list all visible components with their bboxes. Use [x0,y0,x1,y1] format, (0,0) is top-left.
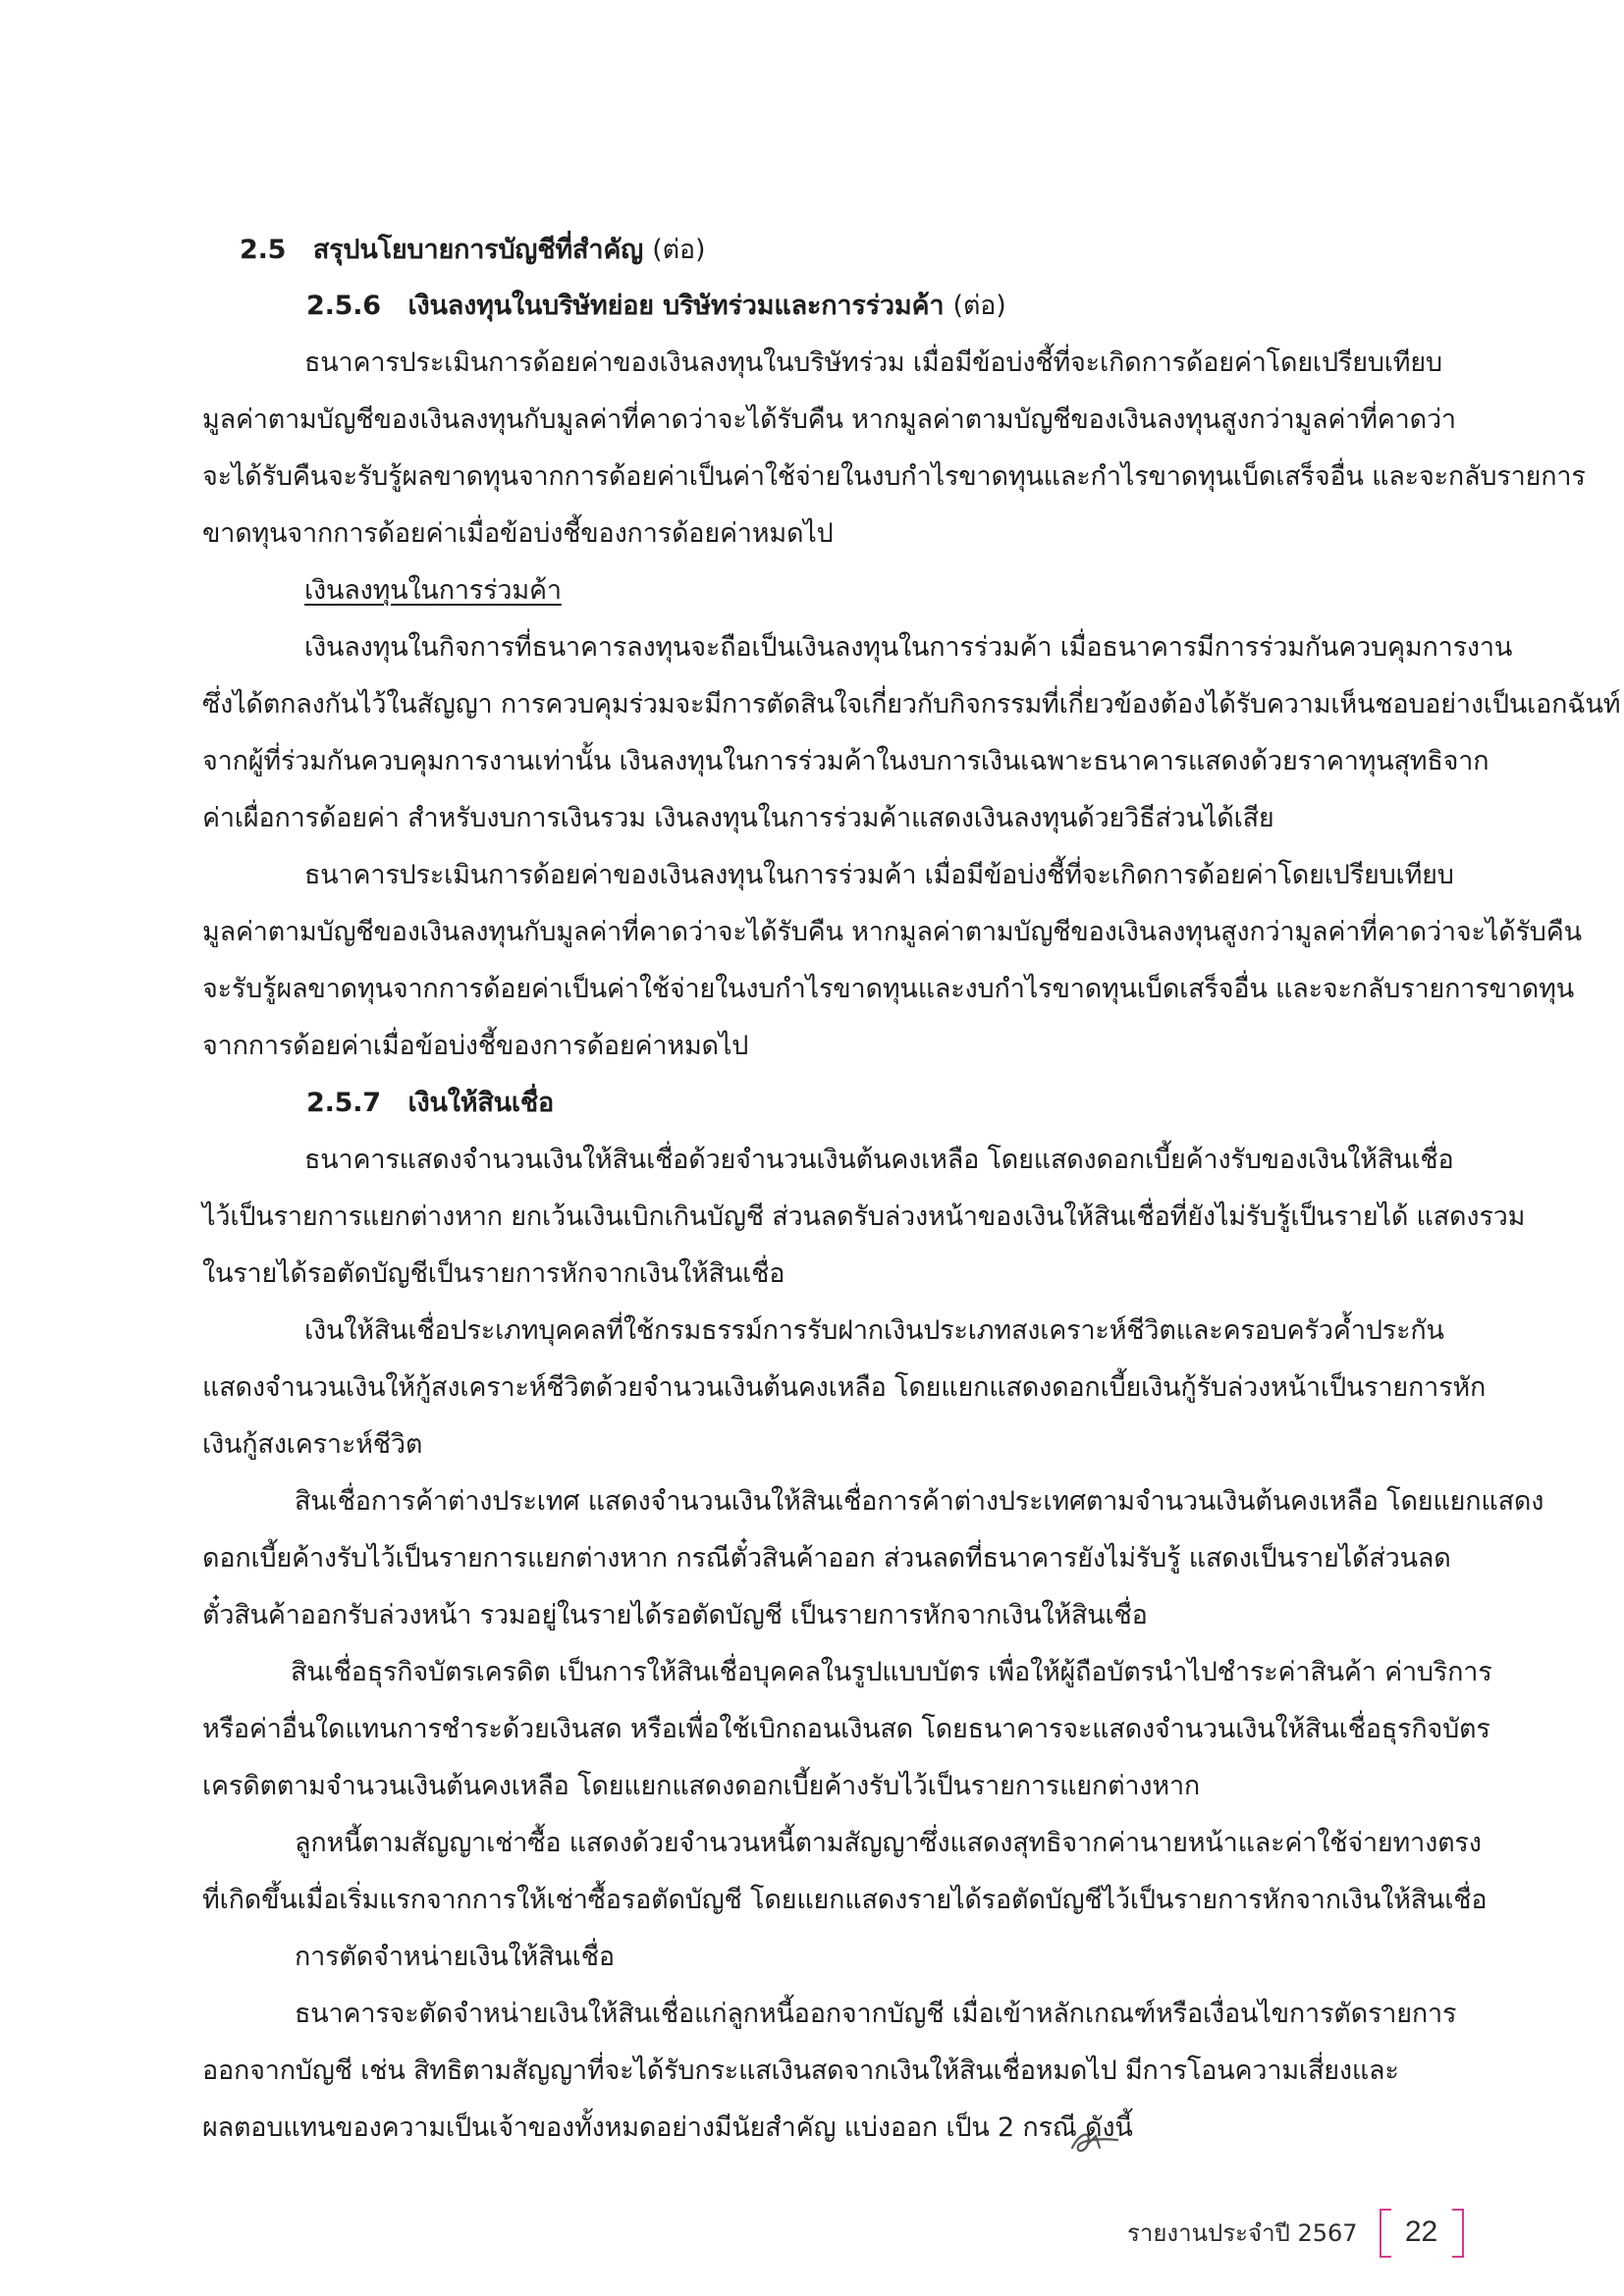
subsection-number: 2.5.7 [306,1088,381,1118]
paragraph-line: ธนาคารประเมินการด้อยค่าของเงินลงทุนในบริษัทร่วม เมื่อมีข้อบ่งชี้ที่จะเกิดการด้อยค่าโดยเปรียบเทียบ [304,347,1442,378]
page-number: 22 [1404,2216,1438,2248]
paragraph-line: ออกจากบัญชี เช่น สิทธิตามสัญญาที่จะได้รับกระแสเงินสดจากเงินให้สินเชื่อหมดไป มีการโอนความเสี่ยงและ [202,2056,1399,2086]
page-footer [1127,2209,1464,2256]
paragraph-line: หรือค่าอื่นใดแทนการชำระด้วยเงินสด หรือเพื่อใช้เบิกถอนเงินสด โดยธนาคารจะแสดงจำนวนเงินให้สินเชื่อธุรกิจบัตร [202,1714,1490,1744]
subsection-title: เงินลงทุนในบริษัทย่อย บริษัทร่วมและการร่วมค้า [407,291,945,321]
paragraph-line: สินเชื่อการค้าต่างประเทศ แสดงจำนวนเงินให้สินเชื่อการค้าต่างประเทศตามจำนวนเงินต้นคงเหลือ โดยแยกแสดง [295,1486,1544,1517]
paragraph-line: จะได้รับคืนจะรับรู้ผลขาดทุนจากการด้อยค่าเป็นค่าใช้จ่ายในงบกำไรขาดทุนและกำไรขาดทุนเบ็ดเสร็จอื่น และจะกลับรายการ [202,461,1586,492]
paragraph-line: เครดิตตามจำนวนเงินต้นคงเหลือ โดยแยกแสดงดอกเบี้ยค้างรับไว้เป็นรายการแยกต่างหาก [202,1771,1201,1801]
paragraph-line: เงินกู้สงเคราะห์ชีวิต [202,1429,423,1460]
annual-report-label: รายงานประจำปี 2567 [1127,2218,1358,2247]
paragraph-line: ที่เกิดขึ้นเมื่อเริ่มแรกจากการให้เช่าซื้อรอตัดบัญชี โดยแยกแสดงรายได้รอตัดบัญชีไว้เป็นรายการหักจากเงินให้สินเชื่อ [202,1885,1488,1915]
paragraph-line: มูลค่าตามบัญชีของเงินลงทุนกับมูลค่าที่คาดว่าจะได้รับคืน หากมูลค่าตามบัญชีของเงินลงทุนสูงกว่ามูลค่าที่คาดว่า [202,404,1456,435]
paragraph-line: ธนาคารจะตัดจำหน่ายเงินให้สินเชื่อแก่ลูกหนี้ออกจากบัญชี เมื่อเข้าหลักเกณฑ์หรือเงื่อนไขการตัดรายการ [295,1999,1457,2029]
subsection-heading-2-5-6 [306,289,1006,324]
paragraph-line: ธนาคารแสดงจำนวนเงินให้สินเชื่อด้วยจำนวนเงินต้นคงเหลือ โดยแสดงดอกเบี้ยค้างรับของเงินให้สินเชื่อ [304,1145,1454,1175]
subsection-number: 2.5.6 [306,291,381,321]
paragraph-line: ไว้เป็นรายการแยกต่างหาก ยกเว้นเงินเบิกเกินบัญชี ส่วนลดรับล่วงหน้าของเงินให้สินเชื่อที่ยังไม่รับรู้เป็นรายได้ แสดงรวม [202,1201,1526,1232]
paragraph-line: ค่าเผื่อการด้อยค่า สำหรับงบการเงินรวม เงินลงทุนในการร่วมค้าแสดงเงินลงทุนด้วยวิธีส่วนได้เสีย [202,803,1274,833]
subsection-heading-2-5-7 [306,1086,554,1121]
paragraph-line: ผลตอบแทนของความเป็นเจ้าของทั้งหมดอย่างมีนัยสำคัญ แบ่งออก เป็น 2 กรณี ดังนี้ [202,2112,1133,2143]
paragraph-line: ขาดทุนจากการด้อยค่าเมื่อข้อบ่งชี้ของการด้อยค่าหมดไป [202,518,834,549]
paragraph-line: จะรับรู้ผลขาดทุนจากการด้อยค่าเป็นค่าใช้จ่ายในงบกำไรขาดทุนและงบกำไรขาดทุนเบ็ดเสร็จอื่น และจะกลับรายการขาดทุน [202,974,1574,1004]
section-heading [240,233,705,268]
subsection-title: เงินให้สินเชื่อ [407,1088,555,1118]
paragraph-line: ลูกหนี้ตามสัญญาเช่าซื้อ แสดงด้วยจำนวนหนี้ตามสัญญาซึ่งแสดงสุทธิจากค่านายหน้าและค่าใช้จ่ายทางตรง [295,1828,1482,1858]
writeoff-heading: การตัดจำหน่ายเงินให้สินเชื่อ [295,1942,615,1972]
paragraph-line: มูลค่าตามบัญชีของเงินลงทุนกับมูลค่าที่คาดว่าจะได้รับคืน หากมูลค่าตามบัญชีของเงินลงทุนสูงกว่ามูลค่าที่คาดว่าจะได้รับคืน [202,917,1582,947]
paragraph-line: เงินลงทุนในกิจการที่ธนาคารลงทุนจะถือเป็นเงินลงทุนในการร่วมค้า เมื่อธนาคารมีการร่วมกันควบคุมการงาน [304,632,1513,663]
paragraph-line: ตั๋วสินค้าออกรับล่วงหน้า รวมอยู่ในรายได้รอตัดบัญชี เป็นรายการหักจากเงินให้สินเชื่อ [202,1600,1148,1630]
paragraph-line: ในรายได้รอตัดบัญชีเป็นรายการหักจากเงินให้สินเชื่อ [202,1258,785,1289]
page-number-box [1380,2209,1464,2256]
paragraph-line: ธนาคารประเมินการด้อยค่าของเงินลงทุนในการร่วมค้า เมื่อมีข้อบ่งชี้ที่จะเกิดการด้อยค่าโดยเปรียบเทียบ [304,860,1454,890]
left-bracket-icon [1380,2209,1391,2258]
section-number: 2.5 [240,235,287,265]
handwritten-initial-icon [1066,2122,1125,2162]
joint-venture-heading: เงินลงทุนในการร่วมค้า [304,575,562,606]
section-continued: (ต่อ) [652,235,706,265]
right-bracket-icon [1452,2209,1464,2258]
paragraph-line: สินเชื่อธุรกิจบัตรเครดิต เป็นการให้สินเชื่อบุคคลในรูปแบบบัตร เพื่อให้ผู้ถือบัตรนำไปชำระค่าสินค้า ค่าบริการ [291,1657,1492,1687]
paragraph-line: ซึ่งได้ตกลงกันไว้ในสัญญา การควบคุมร่วมจะมีการตัดสินใจเกี่ยวกับกิจกรรมที่เกี่ยวข้องต้องได้รับความเห็นชอบอย่างเป็นเอกฉันท์ [202,689,1621,720]
paragraph-line: เงินให้สินเชื่อประเภทบุคคลที่ใช้กรมธรรม์การรับฝากเงินประเภทสงเคราะห์ชีวิตและครอบครัวค้ำประกัน [304,1315,1444,1346]
section-title: สรุปนโยบายการบัญชีที่สำคัญ [312,235,644,265]
paragraph-line: จากการด้อยค่าเมื่อข้อบ่งชี้ของการด้อยค่าหมดไป [202,1031,749,1061]
subsection-continued: (ต่อ) [952,291,1006,321]
paragraph-line: จากผู้ที่ร่วมกันควบคุมการงานเท่านั้น เงินลงทุนในการร่วมค้าในงบการเงินเฉพาะธนาคารแสดงด้วยราคาทุนสุทธิจาก [202,746,1489,776]
paragraph-line: แสดงจำนวนเงินให้กู้สงเคราะห์ชีวิตด้วยจำนวนเงินต้นคงเหลือ โดยแยกแสดงดอกเบี้ยเงินกู้รับล่วงหน้าเป็นรายการหัก [202,1372,1487,1403]
paragraph-line: ดอกเบี้ยค้างรับไว้เป็นรายการแยกต่างหาก กรณีตั๋วสินค้าออก ส่วนลดที่ธนาคารยังไม่รับรู้ แสดงเป็นรายได้ส่วนลด [202,1543,1451,1574]
